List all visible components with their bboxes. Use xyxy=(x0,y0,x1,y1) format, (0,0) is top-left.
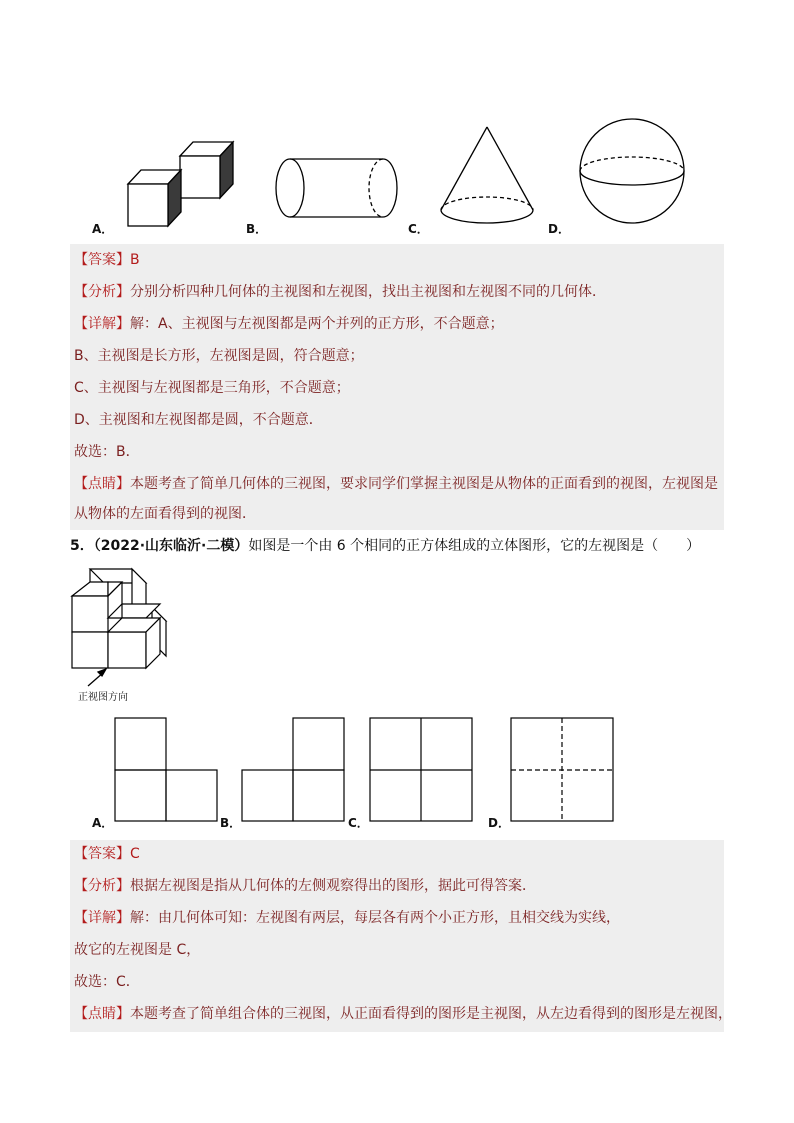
q4-detail-line-0: 【详解】解：A、主视图与左视图都是两个并列的正方形，不合题意； xyxy=(74,316,504,332)
q5-figure-caption: 正视图方向 xyxy=(78,692,128,703)
q5-number: 5． xyxy=(70,538,94,554)
q4-option-d-label: D． xyxy=(548,222,570,236)
q5-option-d-figure xyxy=(510,717,616,823)
q5-answer-value: C xyxy=(130,846,140,862)
q5-option-b-label: B． xyxy=(220,816,242,830)
q4-option-c-figure xyxy=(436,124,546,234)
q5-analysis: 【分析】根据左视图是指从几何体的左侧观察得出的图形，据此可得答案． xyxy=(74,878,536,894)
q4-option-a-figure xyxy=(125,130,245,230)
q4-detail-line-4: 故选：B． xyxy=(74,444,140,460)
q5-detail-line-2: 故选：C． xyxy=(74,974,140,990)
q5-answer: 【答案】C xyxy=(74,846,140,862)
q5-option-a-label: A． xyxy=(92,816,114,830)
q5-source: （2022·山东临沂·二模） xyxy=(93,538,249,554)
q4-detail-line-1: B、主视图是长方形，左视图是圆，符合题意； xyxy=(74,348,364,364)
q5-option-c-label: C． xyxy=(348,816,369,830)
q4-analysis: 【分析】分别分析四种几何体的主视图和左视图，找出主视图和左视图不同的几何体． xyxy=(74,284,606,300)
q5-option-a-figure xyxy=(114,717,220,823)
q4-option-b-label: B． xyxy=(246,222,268,236)
q5-option-d-label: D． xyxy=(488,816,510,830)
q4-answer-value: B xyxy=(130,252,140,268)
q4-comment-line-0: 【点睛】本题考查了简单几何体的三视图，要求同学们掌握主视图是从物体的正面看到的视图，左视图是 xyxy=(74,476,718,492)
q4-detail-line-2: C、主视图与左视图都是三角形，不合题意； xyxy=(74,380,350,396)
q5-detail-line-1: 故它的左视图是 C， xyxy=(74,942,201,958)
q5-comment: 【点睛】本题考查了简单组合体的三视图，从正面看得到的图形是主视图，从左边看得到的图形是左视图， xyxy=(74,1006,732,1022)
q5-stem xyxy=(70,536,700,556)
q5-option-b-figure xyxy=(241,717,347,823)
q5-option-c-figure xyxy=(369,717,475,823)
q4-option-c-label: C． xyxy=(408,222,429,236)
q4-answer: 【答案】B xyxy=(74,252,140,268)
q5-detail-line-0: 【详解】解：由几何体可知：左视图有两层，每层各有两个小正方形，且相交线为实线， xyxy=(74,910,620,926)
q4-option-d-figure xyxy=(578,116,688,226)
q4-option-b-figure xyxy=(275,156,405,226)
q5-solid-figure xyxy=(70,566,180,686)
q4-detail-line-3: D、主视图和左视图都是圆，不合题意． xyxy=(74,412,323,428)
q4-option-a-label: A． xyxy=(92,222,114,236)
q4-comment-line-1: 从物体的左面看得到的视图． xyxy=(74,506,256,522)
q5-question: 如图是一个由 6 个相同的正方体组成的立体图形，它的左视图是（ ） xyxy=(248,538,701,554)
